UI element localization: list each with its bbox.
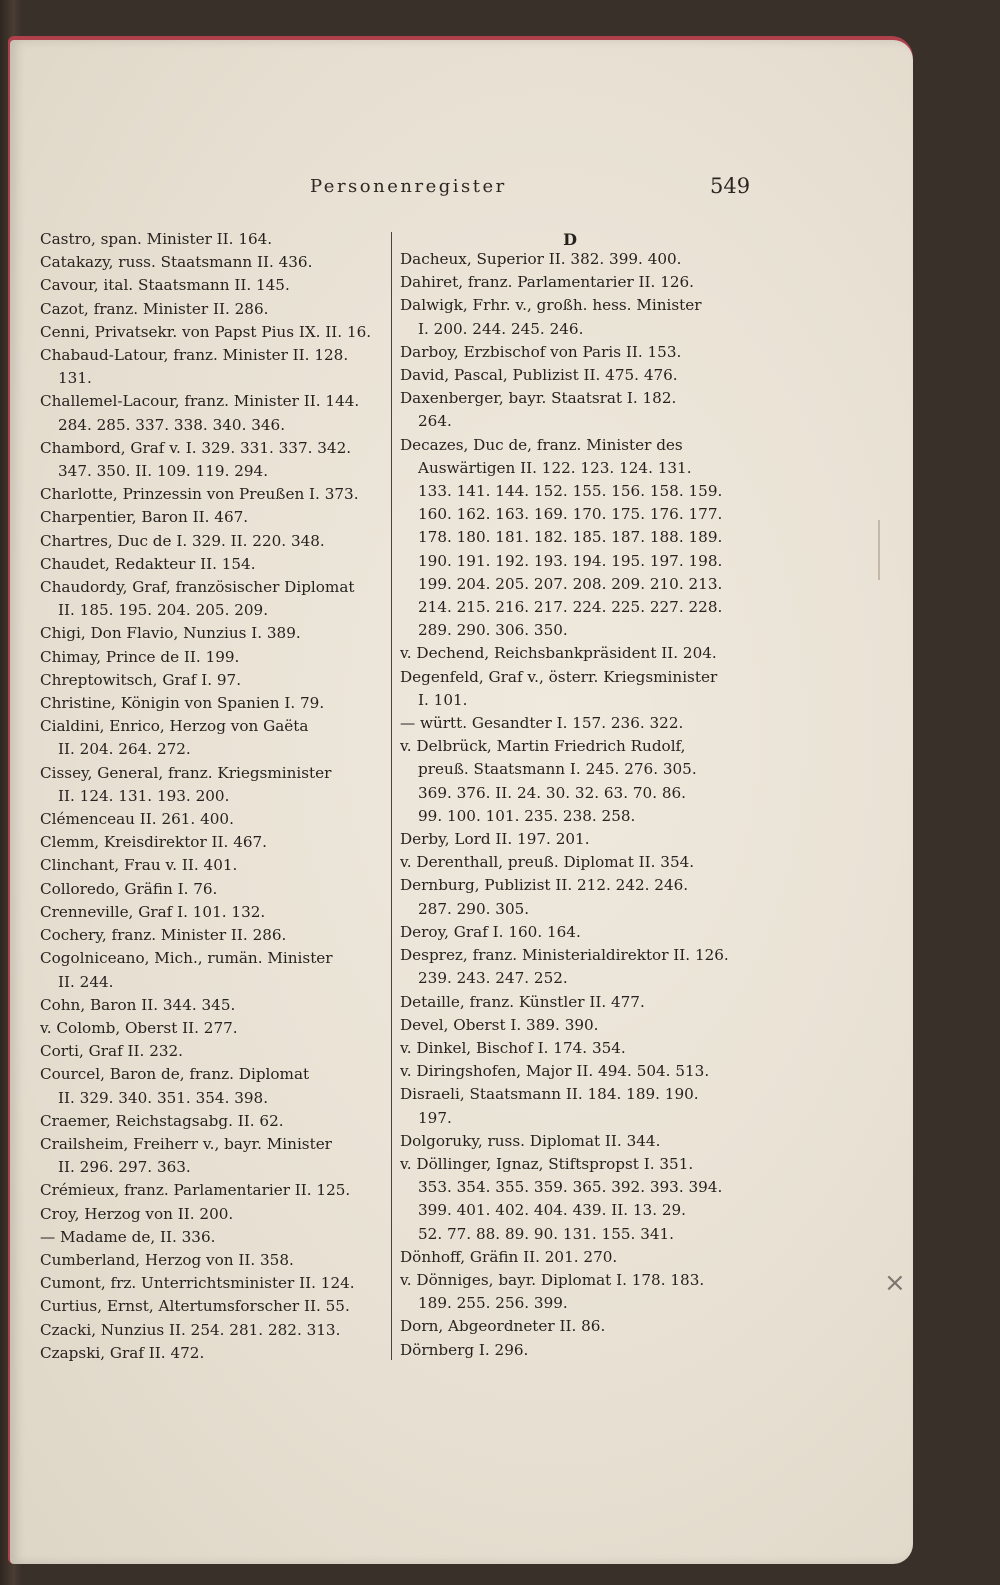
index-entry <box>40 808 380 831</box>
index-entry-line: Czapski, Graf II. 472. <box>40 1343 205 1362</box>
index-entry-line: Clémenceau II. 261. 400. <box>40 810 234 829</box>
index-entry-line: Cissey, General, franz. Kriegsminister <box>40 763 332 782</box>
index-entry-continuation: 160. 162. 163. 169. 170. 175. 176. 177. <box>418 505 723 524</box>
index-entry-line: Cohn, Baron II. 344. 345. <box>40 995 236 1014</box>
index-entry-continuation: 289. 290. 306. 350. <box>418 621 568 640</box>
index-entry-line: v. Dinkel, Bischof I. 174. 354. <box>400 1038 626 1057</box>
index-entry-continuation: 190. 191. 192. 193. 194. 195. 197. 198. <box>418 551 723 570</box>
index-entry <box>40 1063 380 1109</box>
index-entry-line: Cazot, franz. Minister II. 286. <box>40 299 269 318</box>
index-entry <box>400 1339 740 1362</box>
index-entry <box>40 715 380 761</box>
index-entry-continuation: II. 296. 297. 363. <box>58 1158 191 1177</box>
index-entry-line: Chartres, Duc de I. 329. II. 220. 348. <box>40 531 325 550</box>
index-entry-line: Crailsheim, Freiherr v., bayr. Minister <box>40 1134 332 1153</box>
index-entry <box>40 506 380 529</box>
index-entry <box>400 642 740 665</box>
index-entry-line: Croy, Herzog von II. 200. <box>40 1204 234 1223</box>
index-entry-line: Chabaud-Latour, franz. Minister II. 128. <box>40 346 349 365</box>
index-entry <box>40 390 380 436</box>
index-entry <box>40 692 380 715</box>
index-entry-continuation: II. 204. 264. 272. <box>58 740 191 759</box>
index-entry <box>40 1203 380 1226</box>
index-entry-line: Decazes, Duc de, franz. Minister des <box>400 435 683 454</box>
index-entry-line: Challemel-Lacour, franz. Minister II. 144. <box>40 392 360 411</box>
index-entry-line: Dorn, Abgeordneter II. 86. <box>400 1317 606 1336</box>
index-entry-line: v. Dechend, Reichsbankpräsident II. 204. <box>400 644 717 663</box>
index-entry-continuation: 287. 290. 305. <box>418 899 530 918</box>
index-entry-line: Crémieux, franz. Parlamentarier II. 125. <box>40 1181 351 1200</box>
index-entry-continuation: 199. 204. 205. 207. 208. 209. 210. 213. <box>418 574 723 593</box>
index-entry <box>40 437 380 483</box>
index-entry-continuation: preuß. Staatsmann I. 245. 276. 305. <box>418 760 697 779</box>
index-entry <box>40 228 380 251</box>
index-entry <box>40 530 380 553</box>
index-column-right <box>400 228 740 1362</box>
index-entry <box>400 735 740 828</box>
index-entry <box>400 1246 740 1269</box>
index-entry-continuation: Auswärtigen II. 122. 123. 124. 131. <box>418 458 692 477</box>
index-entry-line: Catakazy, russ. Staatsmann II. 436. <box>40 253 313 272</box>
index-entry-line: Chigi, Don Flavio, Nunzius I. 389. <box>40 624 301 643</box>
index-entry <box>400 387 740 433</box>
index-entry <box>40 1295 380 1318</box>
index-entry <box>40 1249 380 1272</box>
index-entry-continuation: 133. 141. 144. 152. 155. 156. 158. 159. <box>418 482 723 501</box>
index-entry <box>400 874 740 920</box>
section-letter: D <box>563 230 577 249</box>
index-entry-continuation: 369. 376. II. 24. 30. 32. 63. 70. 86. <box>418 783 686 802</box>
index-entry <box>40 321 380 344</box>
index-entry-continuation: I. 101. <box>418 690 468 709</box>
index-entry-line: Degenfeld, Graf v., österr. Kriegsminister <box>400 667 718 686</box>
index-entry <box>40 251 380 274</box>
index-entry <box>400 828 740 851</box>
index-entry <box>400 991 740 1014</box>
index-entry-line: Cumberland, Herzog von II. 358. <box>40 1250 294 1269</box>
index-entry-line: v. Diringshofen, Major II. 494. 504. 513. <box>400 1062 710 1081</box>
index-entry <box>40 274 380 297</box>
index-entry-line: Corti, Graf II. 232. <box>40 1042 184 1061</box>
index-entry-line: Derby, Lord II. 197. 201. <box>400 830 590 849</box>
index-entry <box>40 669 380 692</box>
index-entry <box>40 762 380 808</box>
index-entry-line: Castro, span. Minister II. 164. <box>40 230 273 248</box>
index-entry <box>40 924 380 947</box>
index-entry-continuation: II. 329. 340. 351. 354. 398. <box>58 1088 269 1107</box>
index-entry-continuation: 131. <box>58 369 92 388</box>
index-entry-line: — Madame de, II. 336. <box>40 1227 216 1246</box>
index-entry-line: Chimay, Prince de II. 199. <box>40 647 240 666</box>
index-entry-line: Deroy, Graf I. 160. 164. <box>400 922 581 941</box>
index-entry-line: Darboy, Erzbischof von Paris II. 153. <box>400 342 682 361</box>
index-entry <box>40 1272 380 1295</box>
index-entry-continuation: 264. <box>418 412 452 431</box>
column-divider <box>391 232 392 1360</box>
index-entry <box>40 298 380 321</box>
index-entry-line: Dolgoruky, russ. Diplomat II. 344. <box>400 1131 661 1150</box>
index-entry <box>40 1133 380 1179</box>
index-entry-continuation: 353. 354. 355. 359. 365. 392. 393. 394. <box>418 1178 723 1197</box>
index-entry-line: Dörnberg I. 296. <box>400 1340 529 1359</box>
index-entry <box>40 344 380 390</box>
index-entry <box>400 294 740 340</box>
index-entry-continuation: 239. 243. 247. 252. <box>418 969 568 988</box>
index-entry <box>40 878 380 901</box>
index-entry-line: Cialdini, Enrico, Herzog von Gaëta <box>40 717 309 736</box>
index-entry <box>400 1269 740 1315</box>
index-entry-continuation: 197. <box>418 1108 452 1127</box>
index-entry-line: Dönhoff, Gräfin II. 201. 270. <box>400 1247 618 1266</box>
index-entry <box>40 1017 380 1040</box>
index-entry-line: v. Colomb, Oberst II. 277. <box>40 1018 238 1037</box>
index-entry-line: Disraeli, Staatsmann II. 184. 189. 190. <box>400 1085 699 1104</box>
index-entry-continuation: II. 124. 131. 193. 200. <box>58 786 230 805</box>
index-entry-continuation: 214. 215. 216. 217. 224. 225. 227. 228. <box>418 598 723 617</box>
index-entry-line: Devel, Oberst I. 389. 390. <box>400 1015 599 1034</box>
index-entry-line: Chaudet, Redakteur II. 154. <box>40 554 256 573</box>
index-entry <box>400 1315 740 1338</box>
index-entry <box>400 1037 740 1060</box>
index-entry-line: — württ. Gesandter I. 157. 236. 322. <box>400 714 684 733</box>
index-entry-line: v. Delbrück, Martin Friedrich Rudolf, <box>400 737 686 756</box>
index-entry-line: Charpentier, Baron II. 467. <box>40 508 249 527</box>
index-entry <box>40 483 380 506</box>
margin-cross-mark: × <box>884 1268 906 1298</box>
index-entry-line: Dernburg, Publizist II. 212. 242. 246. <box>400 876 689 895</box>
index-entry <box>400 1060 740 1083</box>
index-entry-line: Cenni, Privatsekr. von Papst Pius IX. II. 16. <box>40 322 372 341</box>
page-header <box>10 176 913 202</box>
index-entry-line: Clinchant, Frau v. II. 401. <box>40 856 238 875</box>
running-title: Personenregister <box>310 176 507 197</box>
index-entry <box>40 854 380 877</box>
page-number: 549 <box>710 174 751 198</box>
index-entry-line: Christine, Königin von Spanien I. 79. <box>40 694 325 713</box>
index-entry-line: David, Pascal, Publizist II. 475. 476. <box>400 366 678 385</box>
index-entry <box>400 271 740 294</box>
index-entry <box>40 1226 380 1249</box>
index-entry-line: Colloredo, Gräfin I. 76. <box>40 879 218 898</box>
page-crease <box>878 520 880 580</box>
index-entry-continuation: II. 185. 195. 204. 205. 209. <box>58 601 269 620</box>
index-entry-continuation: I. 200. 244. 245. 246. <box>418 319 584 338</box>
index-entry <box>40 1179 380 1202</box>
index-entry <box>400 248 740 271</box>
index-column-left <box>40 228 380 1365</box>
index-entry <box>400 341 740 364</box>
index-entry-line: Dahiret, franz. Parlamentarier II. 126. <box>400 273 695 292</box>
index-entry-line: Craemer, Reichstagsabg. II. 62. <box>40 1111 284 1130</box>
index-entry-line: Desprez, franz. Ministerialdirektor II. 126. <box>400 946 729 965</box>
index-entry <box>40 553 380 576</box>
index-entry <box>400 434 740 643</box>
index-entry <box>400 1130 740 1153</box>
index-entry-line: Cumont, frz. Unterrichtsminister II. 124. <box>40 1274 355 1293</box>
index-entry <box>400 851 740 874</box>
index-entry-continuation: 178. 180. 181. 182. 185. 187. 188. 189. <box>418 528 723 547</box>
index-entry <box>40 576 380 622</box>
index-entry <box>400 1083 740 1129</box>
index-entry-line: Chaudordy, Graf, französischer Diplomat <box>40 578 355 597</box>
index-entry <box>40 622 380 645</box>
index-entry-line: v. Dönniges, bayr. Diplomat I. 178. 183. <box>400 1270 705 1289</box>
index-entry <box>40 1319 380 1342</box>
index-entry-continuation: II. 244. <box>58 972 114 991</box>
index-entry <box>40 994 380 1017</box>
index-entry-continuation: 189. 255. 256. 399. <box>418 1294 568 1313</box>
index-entry <box>400 666 740 712</box>
index-entry-continuation: 347. 350. II. 109. 119. 294. <box>58 462 269 481</box>
index-entry <box>40 1040 380 1063</box>
index-entry <box>400 712 740 735</box>
index-entry-line: Dalwigk, Frhr. v., großh. hess. Minister <box>400 296 702 315</box>
index-entry <box>40 831 380 854</box>
index-entry-line: Clemm, Kreisdirektor II. 467. <box>40 833 268 852</box>
index-entry <box>40 1342 380 1365</box>
index-entry <box>400 921 740 944</box>
index-entry-continuation: 399. 401. 402. 404. 439. II. 13. 29. <box>418 1201 687 1220</box>
index-entry <box>400 944 740 990</box>
index-entry-line: Curtius, Ernst, Altertumsforscher II. 55. <box>40 1297 350 1316</box>
index-entry-line: Dacheux, Superior II. 382. 399. 400. <box>400 250 682 268</box>
index-entry-line: v. Derenthall, preuß. Diplomat II. 354. <box>400 853 695 872</box>
index-entry-line: Crenneville, Graf I. 101. 132. <box>40 902 266 921</box>
index-entry <box>40 901 380 924</box>
index-entry-continuation: 284. 285. 337. 338. 340. 346. <box>58 415 286 434</box>
index-entry-continuation: 99. 100. 101. 235. 238. 258. <box>418 806 636 825</box>
index-entry <box>40 646 380 669</box>
index-entry-line: v. Döllinger, Ignaz, Stiftspropst I. 351. <box>400 1154 694 1173</box>
index-entry-line: Charlotte, Prinzessin von Preußen I. 373. <box>40 485 359 504</box>
index-entry-line: Cogolniceano, Mich., rumän. Minister <box>40 949 333 968</box>
index-entry <box>400 364 740 387</box>
index-entry-line: Chambord, Graf v. I. 329. 331. 337. 342. <box>40 438 352 457</box>
index-entry-line: Courcel, Baron de, franz. Diplomat <box>40 1065 310 1084</box>
index-entry <box>40 947 380 993</box>
index-entry <box>400 1153 740 1246</box>
index-entry-line: Cavour, ital. Staatsmann II. 145. <box>40 276 290 295</box>
index-entry-line: Detaille, franz. Künstler II. 477. <box>400 992 645 1011</box>
index-entry-line: Daxenberger, bayr. Staatsrat I. 182. <box>400 389 677 408</box>
index-entry-line: Czacki, Nunzius II. 254. 281. 282. 313. <box>40 1320 341 1339</box>
index-entry-line: Chreptowitsch, Graf I. 97. <box>40 670 242 689</box>
index-entry-line: Cochery, franz. Minister II. 286. <box>40 926 287 945</box>
index-entry-continuation: 52. 77. 88. 89. 90. 131. 155. 341. <box>418 1224 675 1243</box>
index-entry <box>40 1110 380 1133</box>
index-entry <box>400 1014 740 1037</box>
